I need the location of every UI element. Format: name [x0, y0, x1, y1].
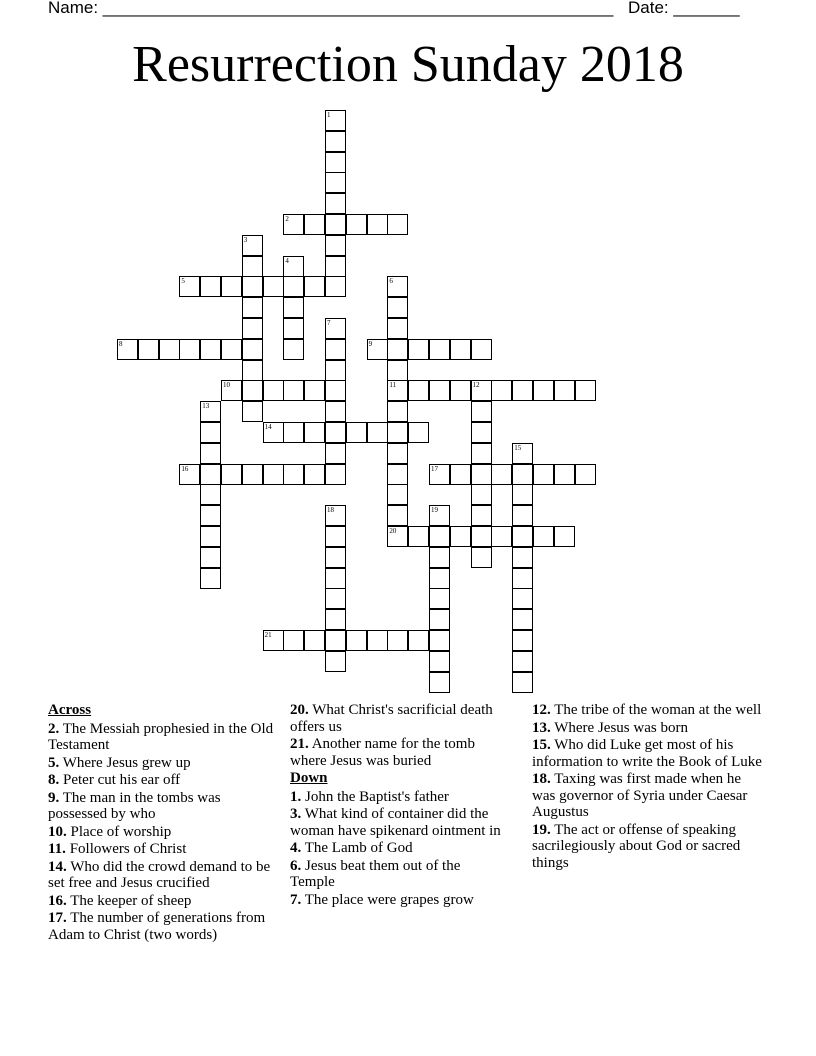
grid-cell[interactable] — [159, 339, 180, 360]
grid-cell[interactable] — [429, 547, 450, 568]
clues-column-2 — [290, 702, 502, 909]
down-clue: 6. Jesus beat them out of the Temple — [290, 857, 461, 890]
grid-cell[interactable] — [429, 672, 450, 693]
grid-cell[interactable] — [200, 339, 221, 360]
grid-cell[interactable] — [242, 276, 263, 297]
grid-cell[interactable] — [450, 526, 471, 547]
grid-cell[interactable] — [325, 526, 346, 547]
grid-cell[interactable] — [408, 526, 429, 547]
down-heading: Down — [290, 770, 328, 786]
grid-cell[interactable] — [429, 588, 450, 609]
clue-number: 12 — [472, 381, 480, 390]
grid-cell[interactable] — [512, 380, 533, 401]
grid-cell[interactable] — [325, 588, 346, 609]
grid-cell[interactable] — [221, 380, 242, 401]
grid-cell[interactable] — [242, 318, 263, 339]
across-clue: 2. The Messiah prophesied in the Old Testament — [48, 720, 274, 753]
grid-cell[interactable] — [429, 505, 450, 526]
grid-cell[interactable] — [179, 339, 200, 360]
grid-cell[interactable] — [263, 464, 284, 485]
grid-cell[interactable] — [346, 422, 367, 443]
grid-cell[interactable] — [221, 464, 242, 485]
grid-cell[interactable] — [304, 422, 325, 443]
grid-cell[interactable] — [471, 484, 492, 505]
grid-cell[interactable] — [429, 630, 450, 651]
grid-cell[interactable] — [325, 401, 346, 422]
grid-cell[interactable] — [304, 630, 325, 651]
grid-cell[interactable] — [325, 131, 346, 152]
clue-number: 3 — [243, 235, 248, 244]
grid-cell[interactable] — [325, 651, 346, 672]
clue-number: 14 — [264, 423, 272, 431]
grid-cell[interactable] — [387, 214, 408, 235]
grid-cell[interactable] — [387, 526, 408, 547]
clues-column-1 — [48, 702, 280, 944]
grid-cell[interactable] — [429, 380, 450, 401]
grid-cell[interactable] — [242, 401, 263, 422]
grid-cell[interactable] — [512, 630, 533, 651]
grid-cell[interactable] — [200, 276, 221, 297]
grid-cell[interactable] — [387, 422, 408, 443]
grid-cell[interactable] — [263, 380, 284, 401]
across-clue: 14. Who did the crowd demand to be set free and Jesus crucified — [48, 858, 271, 891]
grid-cell[interactable] — [325, 235, 346, 256]
grid-cell[interactable] — [533, 380, 554, 401]
grid-cell[interactable] — [408, 630, 429, 651]
grid-cell[interactable] — [512, 609, 533, 630]
grid-cell[interactable] — [387, 339, 408, 360]
grid-cell[interactable] — [325, 256, 346, 277]
grid-cell[interactable] — [221, 339, 242, 360]
grid-cell[interactable] — [429, 464, 450, 485]
clue-number: 13 — [202, 402, 210, 411]
down-clue: 1. John the Baptist's father — [290, 788, 449, 805]
across-clue: 16. The keeper of sheep — [48, 892, 192, 909]
clue-number: 17 — [431, 464, 438, 473]
grid-cell[interactable] — [367, 630, 388, 651]
clue-number: 10 — [223, 381, 230, 390]
grid-cell[interactable] — [450, 464, 471, 485]
grid-cell[interactable] — [512, 505, 533, 526]
grid-cell[interactable] — [325, 318, 346, 339]
grid-cell[interactable] — [304, 276, 325, 297]
clue-number: 6 — [389, 277, 393, 286]
grid-cell[interactable] — [325, 547, 346, 568]
grid-cell[interactable] — [325, 505, 346, 526]
grid-cell[interactable] — [242, 297, 263, 318]
grid-cell[interactable] — [200, 484, 221, 505]
clue-number: 21 — [264, 631, 272, 639]
grid-cell[interactable] — [533, 464, 554, 485]
grid-cell[interactable] — [283, 422, 304, 443]
grid-cell[interactable] — [512, 443, 533, 464]
grid-cell[interactable] — [471, 526, 492, 547]
grid-cell[interactable] — [554, 526, 575, 547]
across-clue: 9. The man in the tombs was possessed by who — [48, 789, 221, 822]
grid-cell[interactable] — [408, 339, 429, 360]
grid-cell[interactable] — [325, 193, 346, 214]
clue-number: 15 — [514, 443, 522, 452]
grid-cell[interactable] — [554, 380, 575, 401]
grid-cell[interactable] — [387, 484, 408, 505]
down-clue: 12. The tribe of the woman at the well — [532, 702, 762, 718]
grid-cell[interactable] — [242, 235, 263, 256]
name-field[interactable]: Name: ______________________________________________________ — [48, 0, 614, 17]
grid-cell[interactable] — [512, 651, 533, 672]
grid-cell[interactable] — [200, 464, 221, 485]
grid-cell[interactable] — [429, 609, 450, 630]
grid-cell[interactable] — [367, 214, 388, 235]
grid-cell[interactable] — [429, 651, 450, 672]
grid-cell[interactable] — [512, 672, 533, 693]
grid-cell[interactable] — [325, 214, 346, 235]
grid-cell[interactable] — [200, 568, 221, 589]
grid-cell[interactable] — [491, 526, 512, 547]
grid-cell[interactable] — [200, 547, 221, 568]
grid-cell[interactable] — [429, 339, 450, 360]
grid-cell[interactable] — [304, 214, 325, 235]
grid-cell[interactable] — [242, 380, 263, 401]
grid-cell[interactable] — [512, 484, 533, 505]
down-clue: 18. Taxing was first made when he was governor of Syria under Caesar Augustus — [532, 771, 748, 820]
grid-cell[interactable] — [575, 464, 596, 485]
grid-cell[interactable] — [429, 568, 450, 589]
grid-cell[interactable] — [325, 360, 346, 381]
grid-cell[interactable] — [471, 443, 492, 464]
grid-cell[interactable] — [491, 380, 512, 401]
grid-cell[interactable] — [471, 401, 492, 422]
grid-cell[interactable] — [325, 464, 346, 485]
clue-number: 18 — [327, 506, 334, 515]
grid-cell[interactable] — [408, 380, 429, 401]
grid-cell[interactable] — [283, 464, 304, 485]
grid-cell[interactable] — [325, 568, 346, 589]
grid-cell[interactable] — [450, 339, 471, 360]
grid-cell[interactable] — [200, 422, 221, 443]
grid-cell[interactable] — [512, 526, 533, 547]
across-clue: 11. Followers of Christ — [48, 841, 187, 857]
grid-cell[interactable] — [471, 422, 492, 443]
grid-cell[interactable] — [471, 505, 492, 526]
grid-cell[interactable] — [387, 464, 408, 485]
date-field[interactable]: Date: _______ — [628, 0, 740, 17]
grid-cell[interactable] — [408, 422, 429, 443]
clue-number: 8 — [119, 339, 123, 348]
across-clue: 5. Where Jesus grew up — [48, 754, 191, 771]
grid-cell[interactable] — [387, 380, 408, 401]
grid-cell[interactable] — [450, 380, 471, 401]
grid-cell[interactable] — [283, 276, 304, 297]
grid-cell[interactable] — [325, 630, 346, 651]
across-heading: Across — [48, 702, 92, 718]
grid-cell[interactable] — [283, 630, 304, 651]
grid-cell[interactable] — [200, 526, 221, 547]
clue-number: 19 — [431, 506, 438, 515]
grid-cell[interactable] — [491, 464, 512, 485]
down-clue: 7. The place were grapes grow — [290, 891, 474, 908]
grid-cell[interactable] — [346, 214, 367, 235]
grid-cell[interactable] — [200, 401, 221, 422]
grid-cell[interactable] — [554, 464, 575, 485]
down-clue: 3. What kind of container did the woman have spikenard ointment in — [290, 806, 501, 839]
clue-number: 5 — [181, 277, 185, 286]
across-clue: 8. Peter cut his ear off — [48, 772, 181, 788]
clue-number: 20 — [389, 527, 397, 535]
grid-cell[interactable] — [367, 339, 388, 360]
grid-cell[interactable] — [575, 380, 596, 401]
down-clue: 15. Who did Luke get most of his information to write the Book of Luke — [532, 737, 762, 770]
grid-cell[interactable] — [512, 588, 533, 609]
grid-cell[interactable] — [325, 380, 346, 401]
grid-cell[interactable] — [387, 505, 408, 526]
grid-cell[interactable] — [283, 256, 304, 277]
grid-cell[interactable] — [200, 443, 221, 464]
grid-cell[interactable] — [138, 339, 159, 360]
grid-cell[interactable] — [346, 630, 367, 651]
grid-cell[interactable] — [325, 276, 346, 297]
grid-cell[interactable] — [283, 318, 304, 339]
clue-number: 4 — [285, 256, 289, 265]
grid-cell[interactable] — [387, 318, 408, 339]
grid-cell[interactable] — [221, 276, 242, 297]
grid-cell[interactable] — [242, 464, 263, 485]
grid-cell[interactable] — [200, 505, 221, 526]
grid-cell[interactable] — [283, 297, 304, 318]
page-title: Resurrection Sunday 2018 — [132, 36, 684, 93]
down-clue: 13. Where Jesus was born — [532, 719, 688, 736]
grid-cell[interactable] — [325, 339, 346, 360]
grid-cell[interactable] — [471, 464, 492, 485]
grid-cell[interactable] — [387, 360, 408, 381]
across-clue: 20. What Christ's sacrificial death offers us — [290, 702, 493, 735]
down-clue: 4. The Lamb of God — [290, 840, 413, 856]
grid-cell[interactable] — [242, 339, 263, 360]
across-clue: 17. The number of generations from Adam to Christ (two words) — [48, 910, 266, 943]
grid-cell[interactable] — [367, 422, 388, 443]
grid-cell[interactable] — [325, 422, 346, 443]
grid-cell[interactable] — [325, 443, 346, 464]
grid-cell[interactable] — [325, 609, 346, 630]
clue-number: 11 — [389, 381, 397, 390]
grid-cell[interactable] — [263, 630, 284, 651]
grid-cell[interactable] — [117, 339, 138, 360]
across-clue: 21. Another name for the tomb where Jesus was buried — [290, 736, 475, 769]
clue-number: 9 — [368, 339, 373, 348]
grid-cell[interactable] — [471, 547, 492, 568]
clues-column-3 — [532, 702, 768, 872]
grid-cell[interactable] — [304, 464, 325, 485]
clue-number: 7 — [327, 319, 331, 327]
grid-cell[interactable] — [512, 568, 533, 589]
grid-cell[interactable] — [325, 172, 346, 193]
clue-number: 1 — [327, 111, 331, 119]
grid-cell[interactable] — [512, 547, 533, 568]
down-clue: 19. The act or offense of speaking sacrilegiously about God or sacred things — [532, 821, 741, 871]
clue-number: 2 — [285, 215, 289, 223]
grid-cell[interactable] — [325, 110, 346, 131]
grid-cell[interactable] — [325, 152, 346, 173]
grid-cell[interactable] — [179, 276, 200, 297]
grid-cell[interactable] — [471, 339, 492, 360]
grid-cell[interactable] — [387, 297, 408, 318]
grid-cell[interactable] — [242, 360, 263, 381]
grid-cell[interactable] — [304, 380, 325, 401]
grid-cell[interactable] — [179, 464, 200, 485]
grid-cell[interactable] — [429, 526, 450, 547]
grid-cell[interactable] — [387, 630, 408, 651]
grid-cell[interactable] — [242, 256, 263, 277]
grid-cell[interactable] — [533, 526, 554, 547]
grid-cell[interactable] — [387, 443, 408, 464]
grid-cell[interactable] — [263, 422, 284, 443]
grid-cell[interactable] — [387, 401, 408, 422]
grid-cell[interactable] — [512, 464, 533, 485]
grid-cell[interactable] — [471, 380, 492, 401]
grid-cell[interactable] — [387, 276, 408, 297]
grid-cell[interactable] — [283, 339, 304, 360]
grid-cell[interactable] — [263, 276, 284, 297]
grid-cell[interactable] — [283, 214, 304, 235]
grid-cell[interactable] — [283, 380, 304, 401]
clue-number: 16 — [181, 464, 189, 473]
across-clue: 10. Place of worship — [48, 823, 172, 840]
